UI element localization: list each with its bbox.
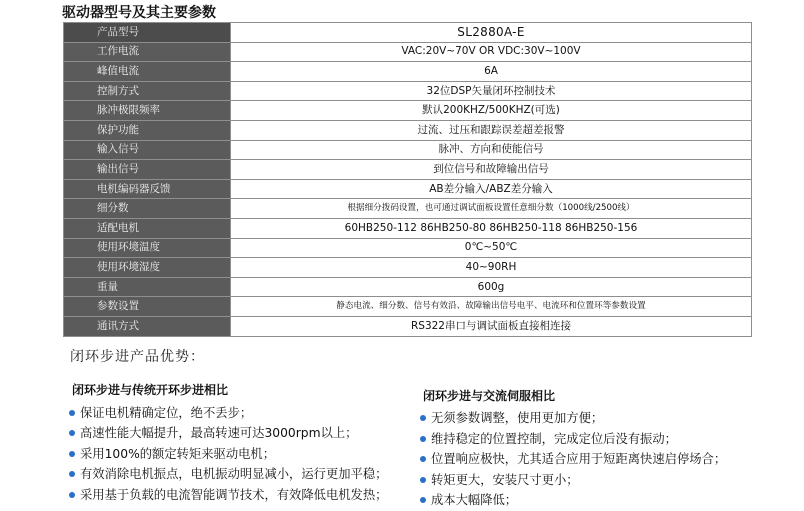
table-row xyxy=(64,81,752,101)
spec-value: 根据细分拨码设置，也可通过调试面板设置任意细分数（1000线/2500线） xyxy=(231,199,752,219)
bullet-dot-icon xyxy=(69,451,75,457)
table-row xyxy=(64,277,752,297)
bullet-dot-icon xyxy=(69,492,75,498)
spec-value: AB差分输入/ABZ差分输入 xyxy=(231,179,752,199)
advantages-left-column xyxy=(70,381,420,505)
advantages-heading: 闭环步进产品优势： xyxy=(70,349,205,365)
spec-value: 60HB250-112 86HB250-80 86HB250-118 86HB250-156 xyxy=(231,218,752,238)
bullet-dot-icon xyxy=(420,456,426,462)
right-column-title: 闭环步进与交流伺服相比 xyxy=(423,389,556,403)
spec-value: 6A xyxy=(231,62,752,82)
list-item-text: 转矩更大，安装尺寸更小； xyxy=(431,472,579,487)
bullet-dot-icon xyxy=(420,436,426,442)
spec-key: 输出信号 xyxy=(64,160,231,180)
table-row xyxy=(64,199,752,219)
spec-key: 产品型号 xyxy=(64,23,231,43)
table-row xyxy=(64,42,752,62)
bullet-dot-icon xyxy=(420,415,426,421)
spec-value: 32位DSP矢量闭环控制技术 xyxy=(231,81,752,101)
advantages-right-column xyxy=(421,387,791,511)
bullet-dot-icon xyxy=(69,471,75,477)
list-item xyxy=(70,423,420,443)
spec-value: 默认200KHZ/500KHZ(可选) xyxy=(231,101,752,121)
spec-key: 电机编码器反馈 xyxy=(64,179,231,199)
spec-value: 到位信号和故障输出信号 xyxy=(231,160,752,180)
spec-table xyxy=(63,22,752,337)
spec-key: 保护功能 xyxy=(64,120,231,140)
spec-key: 通讯方式 xyxy=(64,316,231,336)
list-item-text: 无须参数调整，使用更加方便； xyxy=(431,411,604,425)
spec-value: 0℃~50℃ xyxy=(231,238,752,258)
table-row xyxy=(64,218,752,238)
list-item xyxy=(421,470,791,491)
spec-value: 600g xyxy=(231,277,752,297)
list-item-text: 维持稳定的位置控制，完成定位后没有振动； xyxy=(431,431,677,446)
list-item xyxy=(70,403,420,423)
spec-key: 输入信号 xyxy=(64,140,231,160)
bullet-dot-icon xyxy=(420,497,426,503)
table-row xyxy=(64,258,752,278)
list-item xyxy=(70,444,420,464)
table-row xyxy=(64,101,752,121)
table-row xyxy=(64,23,752,43)
spec-key: 脉冲极限频率 xyxy=(64,101,231,121)
bullet-dot-icon xyxy=(69,430,75,436)
spec-value: 过流、过压和跟踪误差超差报警 xyxy=(231,120,752,140)
list-item-text: 位置响应极快，尤其适合应用于短距离快速启停场合； xyxy=(431,452,727,467)
spec-value: SL2880A-E xyxy=(231,23,752,43)
spec-value: RS322串口与调试面板直接相连接 xyxy=(231,316,752,336)
table-row xyxy=(64,179,752,199)
list-item-text: 采用100%的额定转矩来驱动电机； xyxy=(80,446,276,461)
bullet-dot-icon xyxy=(420,477,426,483)
spec-key: 控制方式 xyxy=(64,81,231,101)
list-item-text: 有效消除电机振点，电机振动明显减小，运行更加平稳； xyxy=(80,467,388,482)
list-item xyxy=(421,449,791,470)
page-title: 驱动器型号及其主要参数 xyxy=(62,5,216,21)
spec-key: 工作电流 xyxy=(64,42,231,62)
bullet-dot-icon xyxy=(69,410,75,416)
table-row xyxy=(64,297,752,317)
list-item-text: 采用基于负载的电流智能调节技术，有效降低电机发热； xyxy=(80,487,388,502)
list-item-text: 高速性能大幅提升，最高转速可达3000rpm以上； xyxy=(80,426,358,441)
spec-value: VAC:20V~70V OR VDC:30V~100V xyxy=(231,42,752,62)
list-item-text: 成本大幅降低； xyxy=(431,493,518,508)
list-item xyxy=(421,490,791,511)
spec-key: 细分数 xyxy=(64,199,231,219)
list-item xyxy=(70,464,420,484)
left-column-title: 闭环步进与传统开环步进相比 xyxy=(72,383,229,397)
table-row xyxy=(64,238,752,258)
spec-key: 使用环境温度 xyxy=(64,238,231,258)
table-row xyxy=(64,316,752,336)
spec-value: 脉冲、方向和使能信号 xyxy=(231,140,752,160)
table-row xyxy=(64,62,752,82)
spec-value: 静态电流、细分数、信号有效沿、故障输出信号电平、电流环和位置环等参数设置 xyxy=(231,297,752,317)
spec-key: 峰值电流 xyxy=(64,62,231,82)
list-item xyxy=(421,429,791,450)
table-row xyxy=(64,160,752,180)
spec-key: 重量 xyxy=(64,277,231,297)
list-item xyxy=(70,485,420,505)
spec-value: 40~90RH xyxy=(231,258,752,278)
spec-key: 使用环境湿度 xyxy=(64,258,231,278)
list-item xyxy=(421,408,791,429)
table-row xyxy=(64,140,752,160)
spec-key: 参数设置 xyxy=(64,297,231,317)
list-item-text: 保证电机精确定位，绝不丢步； xyxy=(80,406,253,420)
spec-key: 适配电机 xyxy=(64,218,231,238)
table-row xyxy=(64,120,752,140)
